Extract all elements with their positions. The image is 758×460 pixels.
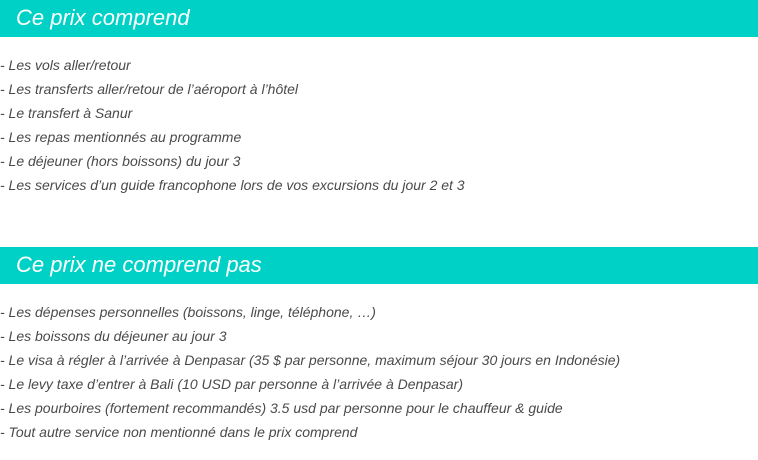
list-item: - Tout autre service non mentionné dans le prix comprend <box>0 424 358 440</box>
section-header-included <box>0 0 758 37</box>
list-item: - Les boissons du déjeuner au jour 3 <box>0 328 227 344</box>
section-title-excluded: Ce prix ne comprend pas <box>16 252 262 277</box>
list-item: - Les dépenses personnelles (boissons, linge, téléphone, …) <box>0 304 376 320</box>
list-item: - Les pourboires (fortement recommandés) 3.5 usd par personne pour le chauffeur & guide <box>0 400 563 416</box>
section-title-included: Ce prix comprend <box>16 5 190 30</box>
section-header-excluded <box>0 247 758 284</box>
list-item: - Le visa à régler à l’arrivée à Denpasar (35 $ par personne, maximum séjour 30 jours en Indonésie) <box>0 352 621 368</box>
included-list <box>0 53 758 197</box>
list-item: - Le transfert à Sanur <box>0 105 133 121</box>
list-item: - Les vols aller/retour <box>0 57 131 73</box>
list-item: - Les repas mentionnés au programme <box>0 129 242 145</box>
excluded-list <box>0 300 758 444</box>
list-item: - Le levy taxe d’entrer à Bali (10 USD par personne à l’arrivée à Denpasar) <box>0 376 464 392</box>
list-item: - Les transferts aller/retour de l’aéroport à l’hôtel <box>0 81 299 97</box>
list-item: - Les services d’un guide francophone lors de vos excursions du jour 2 et 3 <box>0 177 465 193</box>
list-item: - Le déjeuner (hors boissons) du jour 3 <box>0 153 241 169</box>
